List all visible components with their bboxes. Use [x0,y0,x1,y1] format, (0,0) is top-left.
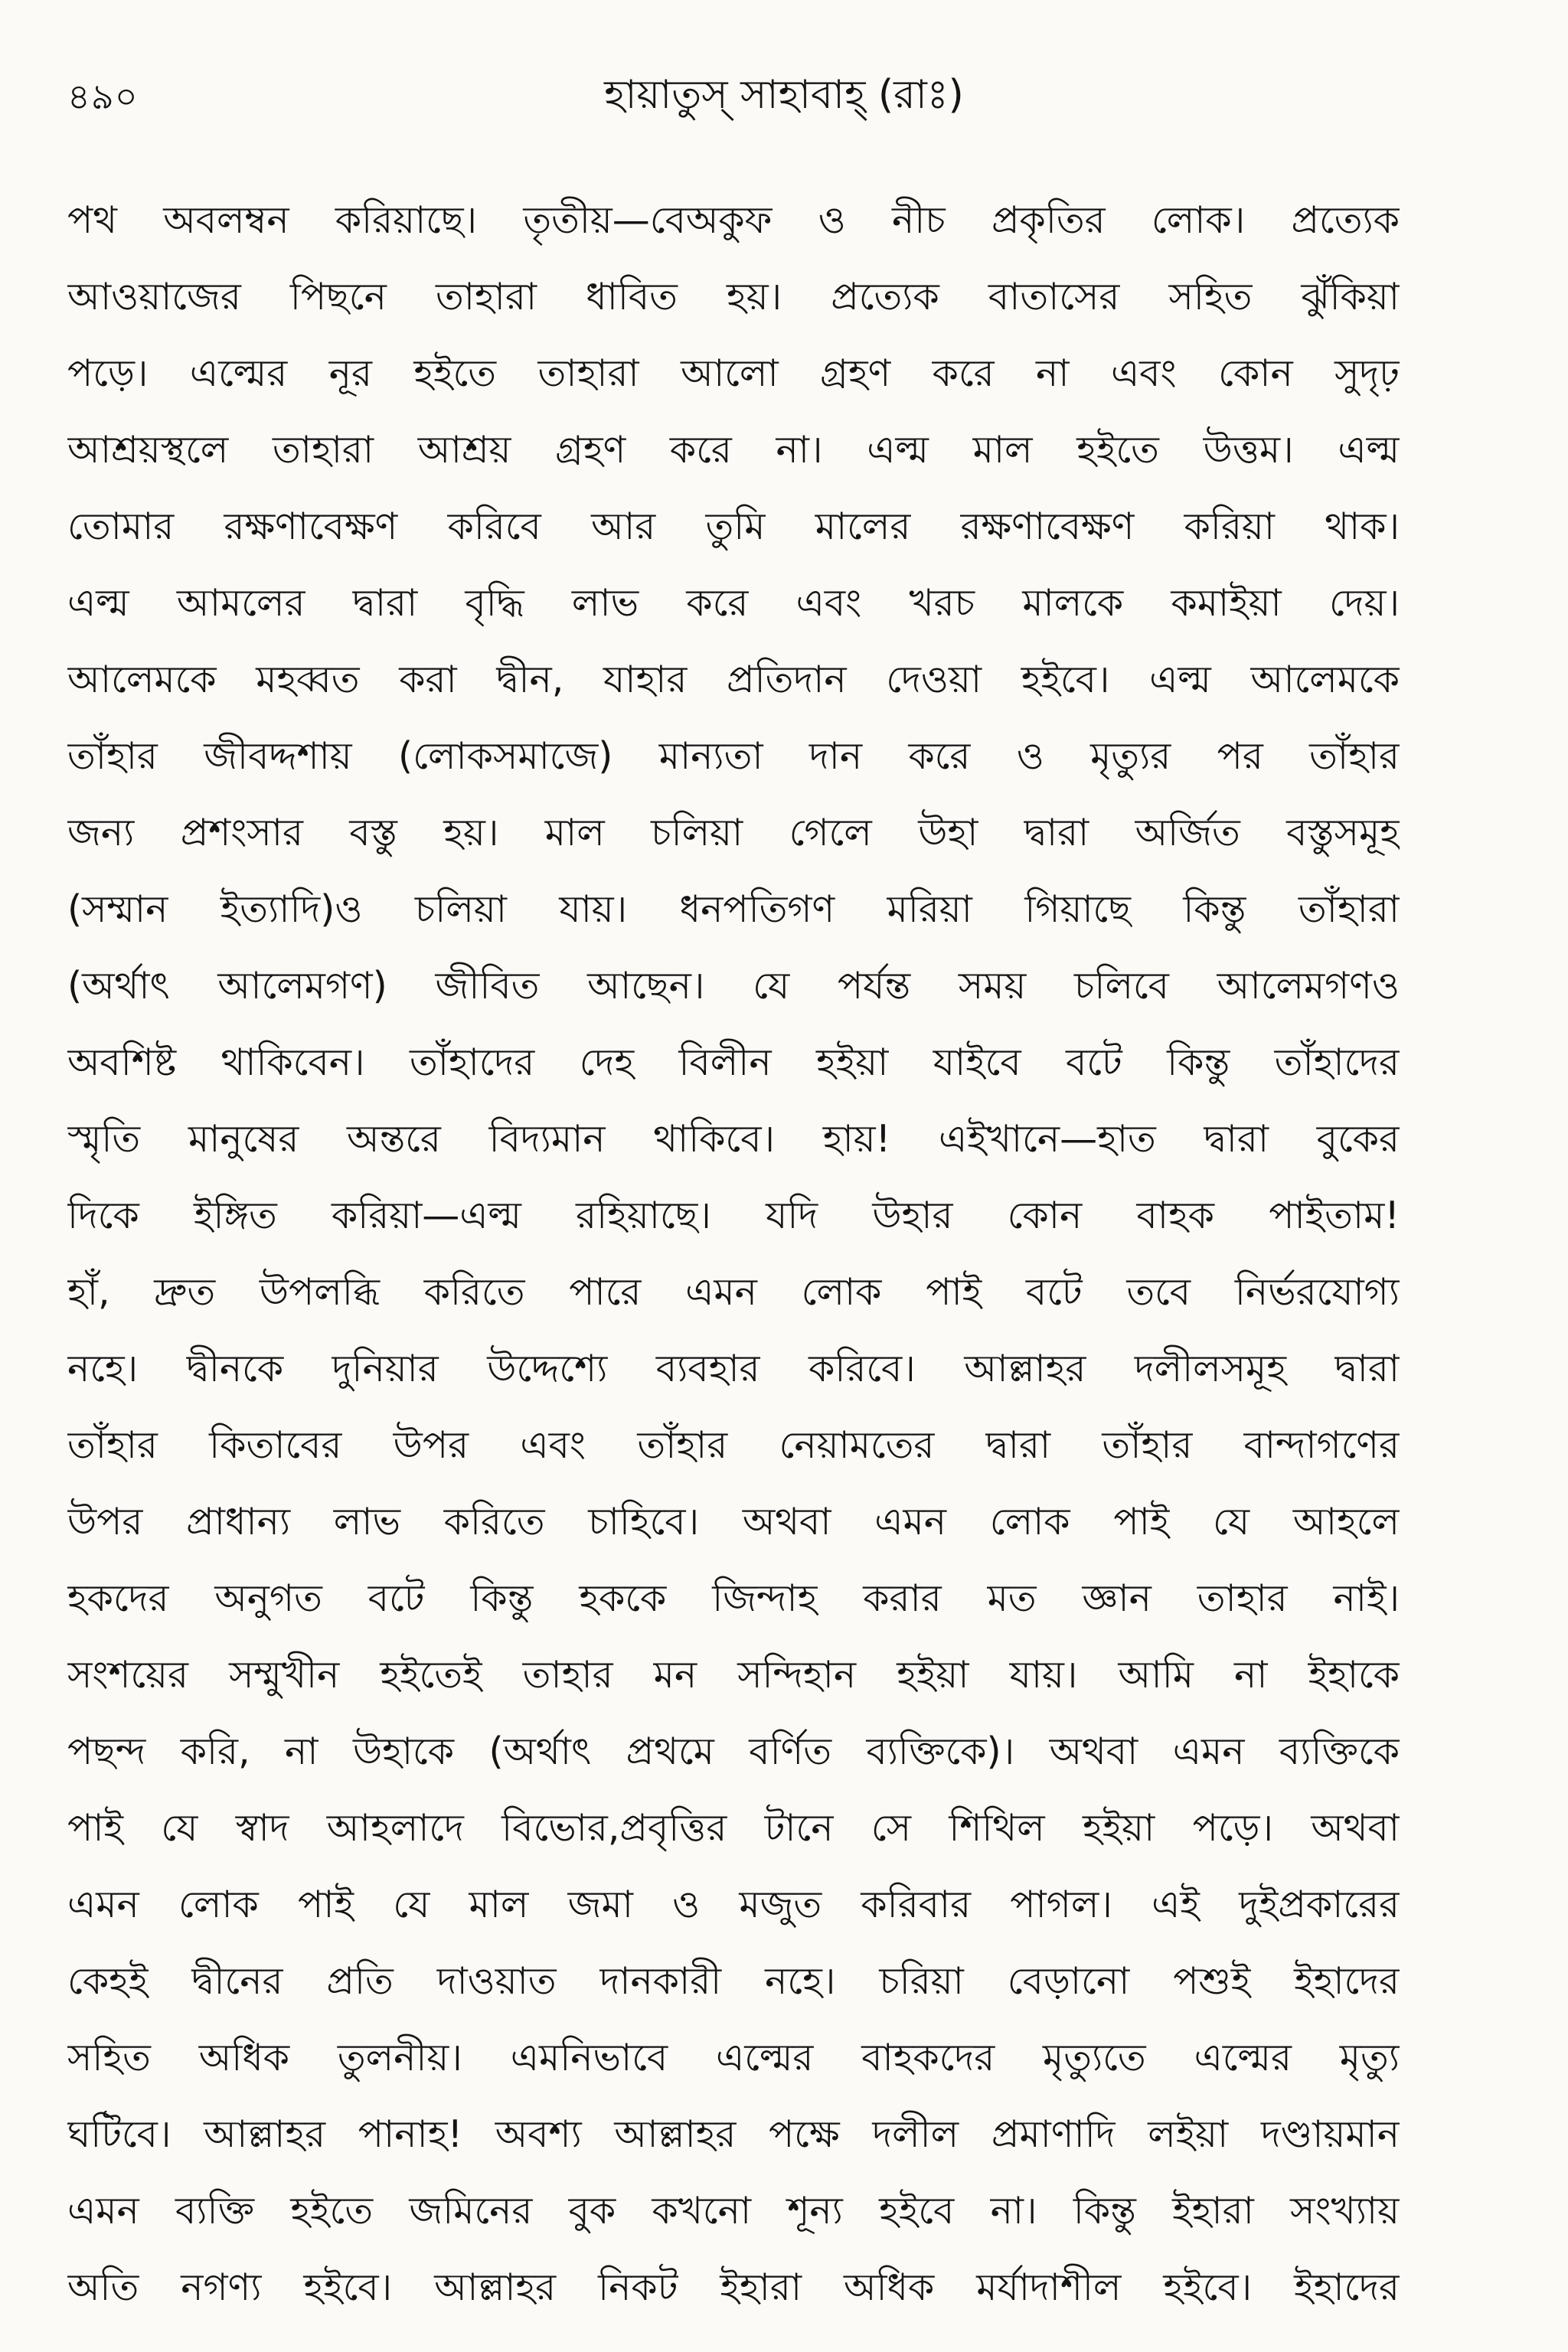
text-line: ঘটিবে। আল্লাহর পানাহ! অবশ্য আল্লাহর পক্ষে দলীল প্রমাণাদি লইয়া দণ্ডায়মান [67,2112,1400,2156]
text-line: পাই যে স্বাদ আহলাদে বিভোর,প্রবৃত্তির টানে সে শিথিল হইয়া পড়ে। অথবা [67,1806,1400,1850]
text-line: সহিত অধিক তুলনীয়। এমনিভাবে এল্মের বাহকদের মৃত্যুতে এল্মের মৃত্যু [67,2036,1400,2079]
text-line: পড়ে। এল্মের নূর হইতে তাহারা আলো গ্রহণ করে না এবং কোন সুদৃঢ় [67,351,1400,395]
running-title: হায়াতুস্ সাহাবাহ্ (রাঃ) [604,72,964,118]
text-line: সংশয়ের সম্মুখীন হইতেই তাহার মন সন্দিহান হইয়া যায়। আমি না ইহাকে [67,1653,1400,1697]
text-line: স্মৃতি মানুষের অন্তরে বিদ্যমান থাকিবে। হায়! এইখানে—হাত দ্বারা বুকের [67,1117,1400,1161]
text-line: অতি নগণ্য হইবে। আল্লাহর নিকট ইহারা অধিক মর্যাদাশীল হইবে। ইহাদের [67,2265,1400,2309]
text-line: দিকে ইঙ্গিত করিয়া—এল্ম রহিয়াছে। যদি উহার কোন বাহক পাইতাম! [67,1194,1400,1237]
text-line: নহে। দ্বীনকে দুনিয়ার উদ্দেশ্যে ব্যবহার করিবে। আল্লাহর দলীলসমূহ দ্বারা [67,1347,1400,1390]
text-line: উপর প্রাধান্য লাভ করিতে চাহিবে। অথবা এমন লোক পাই যে আহলে [67,1500,1400,1544]
text-line: তাঁহার জীবদ্দশায় (লোকসমাজে) মান্যতা দান করে ও মৃত্যুর পর তাঁহার [67,734,1400,778]
text-line: (সম্মান ইত্যাদি)ও চলিয়া যায়। ধনপতিগণ মরিয়া গিয়াছে কিন্তু তাঁহারা [67,887,1400,931]
text-line: তোমার রক্ষণাবেক্ষণ করিবে আর তুমি মালের রক্ষণাবেক্ষণ করিয়া থাক। [67,505,1400,548]
text-line: পছন্দ করি, না উহাকে (অর্থাৎ প্রথমে বর্ণিত ব্যক্তিকে)। অথবা এমন ব্যক্তিকে [67,1730,1400,1773]
body-text [67,182,1400,2326]
text-line: আশ্রয়স্থলে তাহারা আশ্রয় গ্রহণ করে না। এল্ম মাল হইতে উত্তম। এল্ম [67,428,1400,472]
text-line: এমন ব্যক্তি হইতে জমিনের বুক কখনো শূন্য হইবে না। কিন্তু ইহারা সংখ্যায় [67,2189,1400,2233]
text-line: এমন লোক পাই যে মাল জমা ও মজুত করিবার পাগল। এই দুইপ্রকারের [67,1883,1400,1926]
text-line: আলেমকে মহব্বত করা দ্বীন, যাহার প্রতিদান দেওয়া হইবে। এল্ম আলেমকে [67,658,1400,701]
text-line: আওয়াজের পিছনে তাহারা ধাবিত হয়। প্রত্যেক বাতাসের সহিত ঝুঁকিয়া [67,275,1400,318]
text-line: এল্ম আমলের দ্বারা বৃদ্ধি লাভ করে এবং খরচ মালকে কমাইয়া দেয়। [67,581,1400,625]
text-line: পথ অবলম্বন করিয়াছে। তৃতীয়—বেঅকুফ ও নীচ প্রকৃতির লোক। প্রত্যেক [67,198,1400,242]
text-line: (অর্থাৎ আলেমগণ) জীবিত আছেন। যে পর্যন্ত সময় চলিবে আলেমগণও [67,964,1400,1008]
text-line: কেহই দ্বীনের প্রতি দাওয়াত দানকারী নহে। চরিয়া বেড়ানো পশুই ইহাদের [67,1959,1400,2003]
page-number: ৪৯০ [67,76,139,117]
text-line: হাঁ, দ্রুত উপলব্ধি করিতে পারে এমন লোক পাই বটে তবে নির্ভরযোগ্য [67,1270,1400,1314]
text-line: অবশিষ্ট থাকিবেন। তাঁহাদের দেহ বিলীন হইয়া যাইবে বটে কিন্তু তাঁহাদের [67,1040,1400,1084]
text-line: তাঁহার কিতাবের উপর এবং তাঁহার নেয়ামতের দ্বারা তাঁহার বান্দাগণের [67,1423,1400,1467]
text-line: জন্য প্রশংসার বস্তু হয়। মাল চলিয়া গেলে উহা দ্বারা অর্জিত বস্তুসমূহ [67,811,1400,854]
text-line: হকদের অনুগত বটে কিন্তু হককে জিন্দাহ করার মত জ্ঞান তাহার নাই। [67,1576,1400,1620]
